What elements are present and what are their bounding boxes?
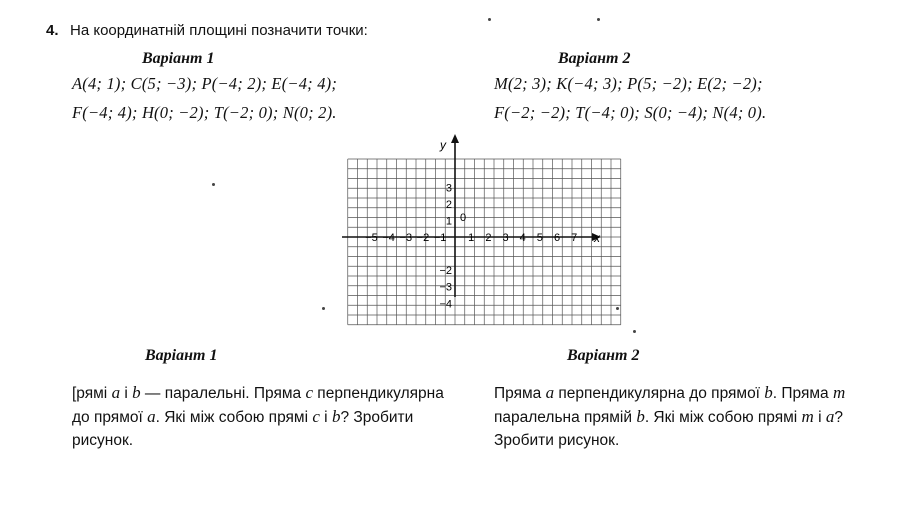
section2-variant2-heading: Варіант 2 (567, 347, 640, 364)
text-fragment: ? Зробити рисунок. (494, 409, 844, 449)
line-symbol: b (764, 383, 773, 402)
line-symbol: c (305, 383, 313, 402)
section2-variant1-text (72, 381, 464, 452)
variant2-points-line2: F(−2; −2); T(−4; 0); S(0; −4); N(4; 0). (494, 103, 767, 122)
text-fragment: [рямі (72, 385, 112, 402)
text-fragment: і (120, 385, 133, 402)
x-tick-label: 5 (536, 232, 543, 244)
text-fragment: і (319, 409, 332, 426)
scan-speck (616, 307, 619, 310)
variant1-points-line2: F(−4; 4); H(0; −2); T(−2; 0); N(0; 2). (72, 103, 337, 122)
text-fragment: ? Зробити рисунок. (72, 409, 414, 449)
x-tick-label: 2 (485, 232, 492, 244)
line-symbol: a (111, 383, 121, 402)
x-tick-label: 6 (553, 232, 561, 244)
text-fragment: — паралельні. Пряма (140, 385, 306, 402)
line-symbol: m (832, 383, 846, 402)
line-symbol: a (147, 407, 156, 426)
text-fragment: перпендикулярна до прямої (72, 385, 444, 426)
scan-speck (212, 183, 215, 186)
x-tick-label: 7 (571, 232, 578, 244)
line-symbol: m (801, 407, 814, 426)
origin-label: 0 (460, 212, 467, 224)
text-fragment: паралельна прямій (494, 409, 637, 426)
text-fragment: перпендикулярна до прямої (554, 385, 765, 402)
text-fragment: . Пряма (772, 385, 833, 402)
x-tick-label: −2 (416, 232, 430, 244)
y-tick-label: −4 (439, 298, 452, 311)
y-tick-label: 1 (445, 215, 452, 228)
x-tick-label: 1 (468, 232, 475, 244)
variant2-heading: Bapiaнт 2 (558, 50, 631, 67)
scan-speck (322, 307, 325, 310)
y-tick-label: −2 (439, 265, 452, 278)
x-tick-label: −1 (433, 232, 447, 244)
y-tick-label: 2 (445, 198, 452, 211)
y-axis-arrow (451, 134, 459, 143)
line-symbol: c (312, 407, 320, 426)
text-fragment: . Які між собою прямі (155, 409, 313, 426)
line-symbol: b (331, 407, 341, 426)
variant1-points-line1: A(4; 1); C(5; −3); P(−4; 2); E(−4; 4); (72, 74, 338, 93)
line-symbol: a (825, 407, 835, 426)
task-number: 4. (46, 22, 59, 39)
x-tick-label: −5 (365, 232, 378, 244)
x-tick-labels (365, 232, 577, 244)
y-tick-label: −3 (439, 281, 452, 294)
section2-variant1-heading: Варіант 1 (145, 347, 218, 364)
y-tick-label: 3 (445, 182, 452, 195)
task-instruction: На координатній площині позначити точки: (70, 22, 368, 39)
text-fragment: Пряма (494, 385, 546, 402)
variant2-points-line1: M(2; 3); K(−4; 3); P(5; −2); E(2; −2); (494, 74, 763, 93)
section2-variant2-text (494, 381, 886, 452)
y-tick-labels (439, 182, 452, 310)
coordinate-grid (322, 131, 612, 311)
x-tick-label: −4 (382, 232, 395, 244)
x-tick-label: 3 (502, 232, 509, 244)
line-symbol: b (132, 383, 141, 402)
scan-speck (488, 18, 491, 21)
line-symbol: a (545, 383, 555, 402)
y-axis-label: y (440, 138, 446, 152)
x-axis-label: x (594, 231, 600, 245)
text-fragment: . Які між собою прямі (644, 409, 802, 426)
line-symbol: b (636, 407, 645, 426)
variant1-heading: Bapiaнт 1 (142, 50, 215, 67)
x-tick-label: −3 (399, 232, 413, 244)
scan-speck (597, 18, 600, 21)
x-tick-label: 4 (519, 232, 526, 244)
scan-speck (633, 330, 636, 333)
text-fragment: і (813, 409, 826, 426)
